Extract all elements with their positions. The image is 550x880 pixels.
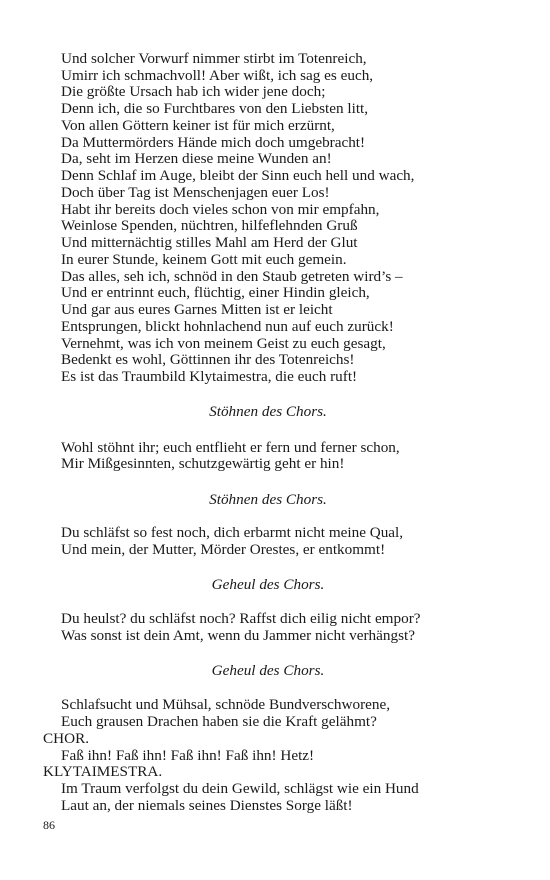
verse-line: Denn ich, die so Furchtbares von den Liebsten litt, (61, 100, 369, 118)
verse-line: In eurer Stunde, keinem Gott mit euch gemein. (61, 250, 347, 268)
verse-line: Und solcher Vorwurf nimmer stirbt im Totenreich, (61, 50, 367, 67)
speaker-name: CHOR. (43, 729, 89, 747)
verse-line: Habt ihr bereits doch vieles schon von mir empfahn, (61, 200, 380, 218)
verse-line: Bedenkt es wohl, Göttinnen ihr des Totenreichs! (61, 351, 355, 369)
verse-line: Und er entrinnt euch, flüchtig, einer Hindin gleich, (61, 284, 370, 302)
verse-line: Vernehmt, was ich von meinem Geist zu euch gesagt, (61, 334, 386, 352)
verse-line: Und mein, der Mutter, Mörder Orestes, er entkommt! (61, 541, 386, 559)
verse-line: Da Muttermörders Hände mich doch umgebracht! (61, 133, 366, 151)
verse-line: Laut an, der niemals seines Dienstes Sorge läßt! (61, 796, 353, 814)
stage-direction: Geheul des Chors. (211, 661, 325, 679)
verse-line: Das alles, seh ich, schnöd in den Staub getreten wird’s – (61, 267, 403, 285)
verse-line: Von allen Göttern keiner ist für mich erzürnt, (61, 116, 335, 134)
verse-line: Und gar aus eures Garnes Mitten ist er leicht (61, 301, 333, 319)
stage-direction: Geheul des Chors. (211, 576, 325, 594)
verse-line: Entsprungen, blickt hohnlachend nun auf euch zurück! (61, 317, 394, 335)
verse-line: Euch grausen Drachen haben sie die Kraft gelähmt? (61, 713, 377, 731)
verse-line: Wohl stöhnt ihr; euch entflieht er fern und ferner schon, (61, 438, 400, 456)
verse-line: Da, seht im Herzen diese meine Wunden an! (61, 150, 332, 168)
verse-line: Die größte Ursach hab ich wider jene doch; (61, 83, 326, 101)
verse-line: Mir Mißgesinnten, schutzgewärtig geht er hin! (61, 455, 345, 473)
verse-line: Weinlose Spenden, nüchtren, hilfeflehnden Gruß (61, 217, 358, 235)
page-number: 86 (43, 818, 55, 832)
verse-line: Im Traum verfolgst du dein Gewild, schlägst wie ein Hund (61, 780, 419, 798)
verse-line: Faß ihn! Faß ihn! Faß ihn! Faß ihn! Hetz! (61, 746, 315, 764)
stage-direction: Stöhnen des Chors. (209, 403, 327, 421)
verse-line: Denn Schlaf im Auge, bleibt der Sinn euch hell und wach, (61, 167, 415, 185)
stage-direction: Stöhnen des Chors. (209, 490, 327, 508)
verse-line: Du heulst? du schläfst noch? Raffst dich eilig nicht empor? (61, 609, 421, 627)
speaker-name: KLYTAIMESTRA. (43, 763, 163, 781)
verse-line: Und mitternächtig stilles Mahl am Herd der Glut (61, 234, 358, 252)
verse-line: Doch über Tag ist Menschenjagen euer Los! (61, 183, 330, 201)
verse-line: Was sonst ist dein Amt, wenn du Jammer nicht verhängst? (61, 626, 415, 644)
verse-line: Du schläfst so fest noch, dich erbarmt nicht meine Qual, (61, 524, 404, 542)
verse-line: Umirr ich schmachvoll! Aber wißt, ich sag es euch, (61, 66, 374, 84)
verse-line: Es ist das Traumbild Klytaimestra, die euch ruft! (61, 368, 358, 386)
verse-line: Schlafsucht und Mühsal, schnöde Bundverschworene, (61, 696, 390, 714)
